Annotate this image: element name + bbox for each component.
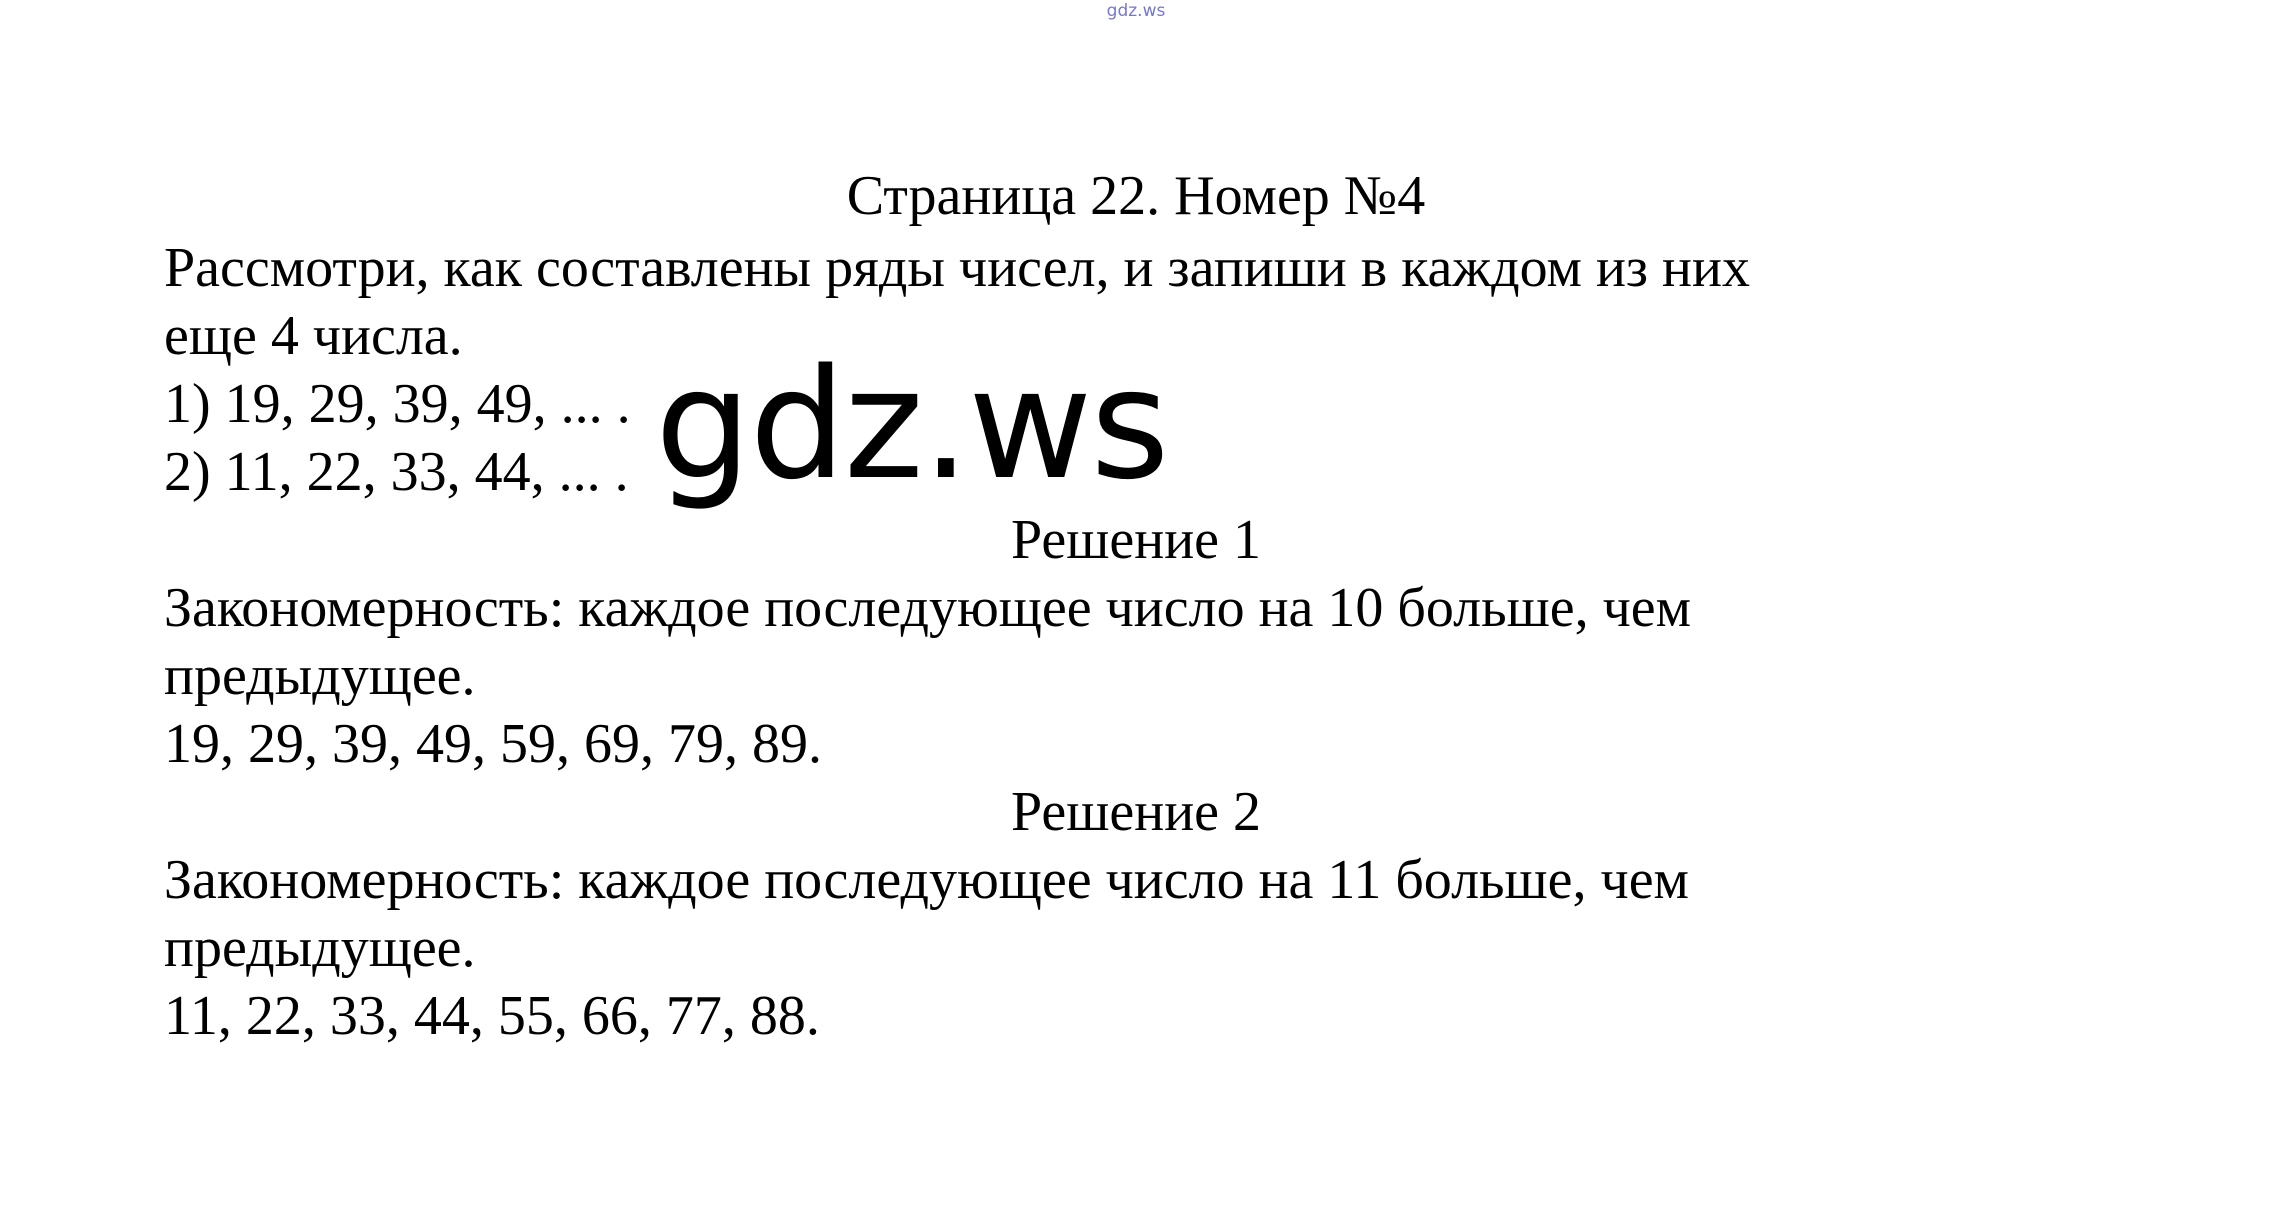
task-text-line-2: еще 4 числа. <box>164 305 463 367</box>
task-sequence-2: 2) 11, 22, 33, 44, ... . <box>164 441 629 503</box>
solution-1-answer: 19, 29, 39, 49, 59, 69, 79, 89. <box>164 713 822 775</box>
site-watermark: gdz.ws <box>655 336 1168 513</box>
page-title: Страница 22. Номер №4 <box>846 165 1426 227</box>
solution-2-heading: Решение 2 <box>1010 781 1262 843</box>
task-text-line-1: Рассмотри, как составлены ряды чисел, и запиши в каждом из них <box>164 237 1750 299</box>
solution-1-heading: Решение 1 <box>1010 509 1262 571</box>
solution-2-rule-line-1: Закономерность: каждое последующее число на 11 больше, чем <box>164 849 1689 911</box>
header-watermark: gdz.ws <box>1106 1 1166 21</box>
solution-2-rule-line-2: предыдущее. <box>164 917 476 979</box>
task-sequence-1: 1) 19, 29, 39, 49, ... . <box>164 373 631 435</box>
solution-1-rule-line-1: Закономерность: каждое последующее число на 10 больше, чем <box>164 577 1692 639</box>
solution-1-rule-line-2: предыдущее. <box>164 645 476 707</box>
solution-2-answer: 11, 22, 33, 44, 55, 66, 77, 88. <box>164 985 820 1047</box>
